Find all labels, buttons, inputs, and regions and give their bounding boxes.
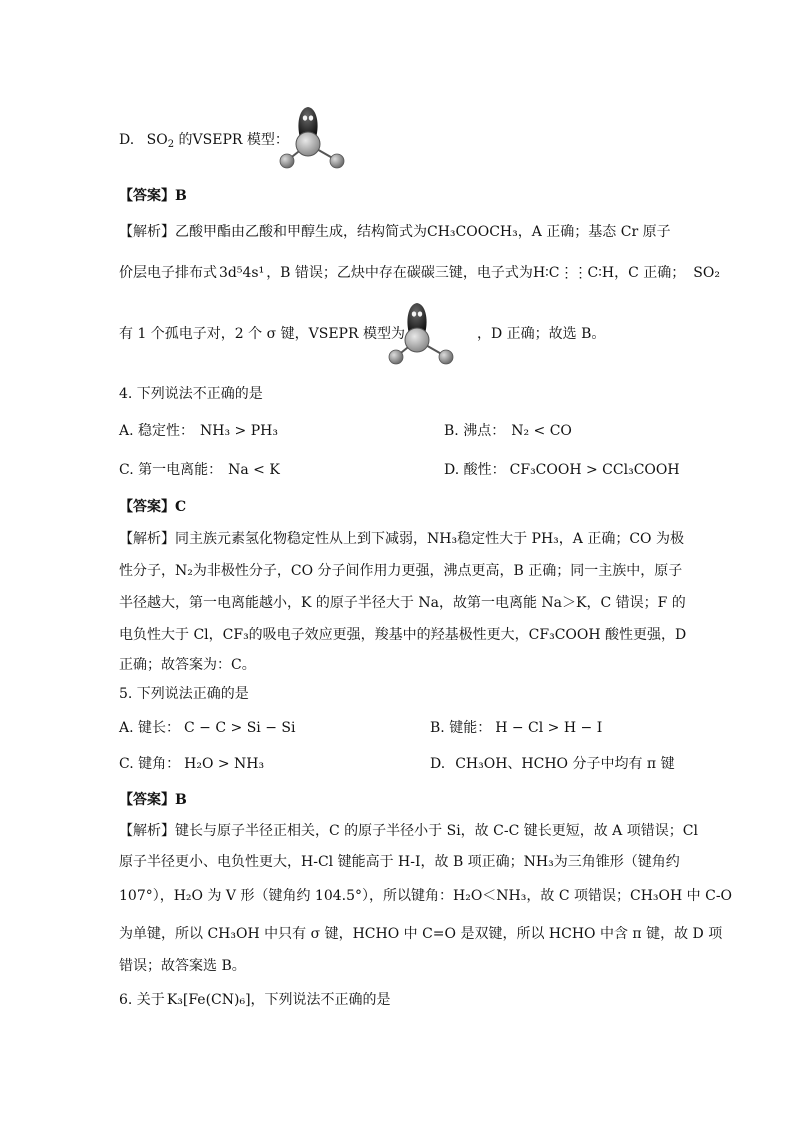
q4-option-a: A. 稳定性： NH₃ > PH₃	[119, 423, 278, 439]
q6-stem: 6. 关于 K₃[Fe(CN)₆]，下列说法不正确的是	[119, 992, 391, 1008]
q4-analysis-line-2: 性分子，N₂为非极性分子，CO 分子间作用力更强，沸点更高，B 正确；同一主族中，原子	[119, 563, 683, 579]
q3-answer: 【答案】B	[119, 188, 187, 204]
q5-option-c: C. 键角： H₂O > NH₃	[119, 756, 265, 772]
q5-analysis-line-3: 107°），H₂O 为 V 形（键角约 104.5°），所以键角：H₂O＜NH₃，故 C 项错误；CH₃OH 中 C-O	[119, 888, 733, 904]
q4-answer: 【答案】C	[119, 499, 187, 515]
q5-analysis-line-1: 【解析】键长与原子半径正相关，C 的原子半径小于 Si，故 C-C 键长更短，故 A 项错误；Cl	[119, 823, 698, 839]
q5-option-d: D. CH₃OH、HCHO 分子中均有 π 键	[430, 756, 675, 772]
methyl-acetate-formula: CH₃COOCH₃	[427, 224, 518, 240]
q5-analysis-line-4: 为单键，所以 CH₃OH 中只有 σ 键，HCHO 中 C=O 是双键，所以 HCHO 中含 π 键，故 D 项	[119, 926, 723, 942]
q3d-text: 的VSEPR 模型：	[178, 132, 289, 148]
q4-analysis-line-1: 【解析】同主族元素氢化物稳定性从上到下减弱，NH₃稳定性大于 PH₃，A 正确；CO 为极	[119, 531, 684, 547]
q4-stem: 4. 下列说法不正确的是	[119, 386, 263, 402]
q3-analysis-line-2: 价层电子排布式 3d⁵4s¹ ，B 错误；乙炔中存在碳碳三键，电子式为H∶C⋮⋮C∶H，C 正确； SO₂	[119, 265, 720, 281]
so2-formula: $SO_2$	[146, 132, 175, 150]
q4-analysis-line-4: 电负性大于 Cl，CF₃的吸电子效应更强，羧基中的羟基极性更大，CF₃COOH 酸性更强，D	[119, 627, 687, 643]
so2-vsepr-model-image-inline	[387, 300, 457, 368]
potassium-ferricyanide-formula: K₃[Fe(CN)₆]	[166, 992, 251, 1008]
q5-stem: 5. 下列说法正确的是	[119, 686, 249, 702]
q4-option-c: C. 第一电离能： Na < K	[119, 462, 280, 478]
q5-answer: 【答案】B	[119, 792, 187, 808]
q5-option-a: A. 键长： C − C > Si − Si	[119, 720, 296, 736]
q3-analysis-line-3: 有 1 个孤电子对，2 个 σ 键，VSEPR 模型为 ，D 正确；故选 B。	[119, 326, 606, 342]
q3-analysis-line-1: 【解析】乙酸甲酯由乙酸和甲醇生成，结构简式为CH₃COOCH₃，A 正确；基态 Cr 原子	[119, 224, 671, 240]
q4-option-b: B. 沸点： N₂ < CO	[444, 423, 572, 439]
acetylene-electron-formula: H∶C⋮⋮C∶H	[532, 265, 615, 281]
q4-analysis-line-5: 正确；故答案为：C。	[119, 657, 256, 673]
q5-analysis-line-5: 错误；故答案选 B。	[119, 958, 246, 974]
so2-vsepr-model-image	[278, 104, 348, 172]
q3-option-d	[119, 130, 289, 150]
so2-formula-inline: SO₂	[693, 265, 720, 281]
q4-analysis-line-3: 半径越大，第一电离能越小，K 的原子半径大于 Na，故第一电离能 Na＞K，C 错误；F 的	[119, 595, 686, 611]
q3d-label: D.	[119, 132, 135, 148]
q4-option-d: D. 酸性： CF₃COOH > CCl₃COOH	[444, 462, 680, 478]
q5-option-b: B. 键能： H − Cl > H − I	[430, 720, 603, 736]
cr-electron-config: 3d⁵4s¹	[219, 265, 265, 281]
q5-analysis-line-2: 原子半径更小、电负性更大，H-Cl 键能高于 H-I，故 B 项正确；NH₃为三角锥形（键角约	[119, 854, 680, 870]
